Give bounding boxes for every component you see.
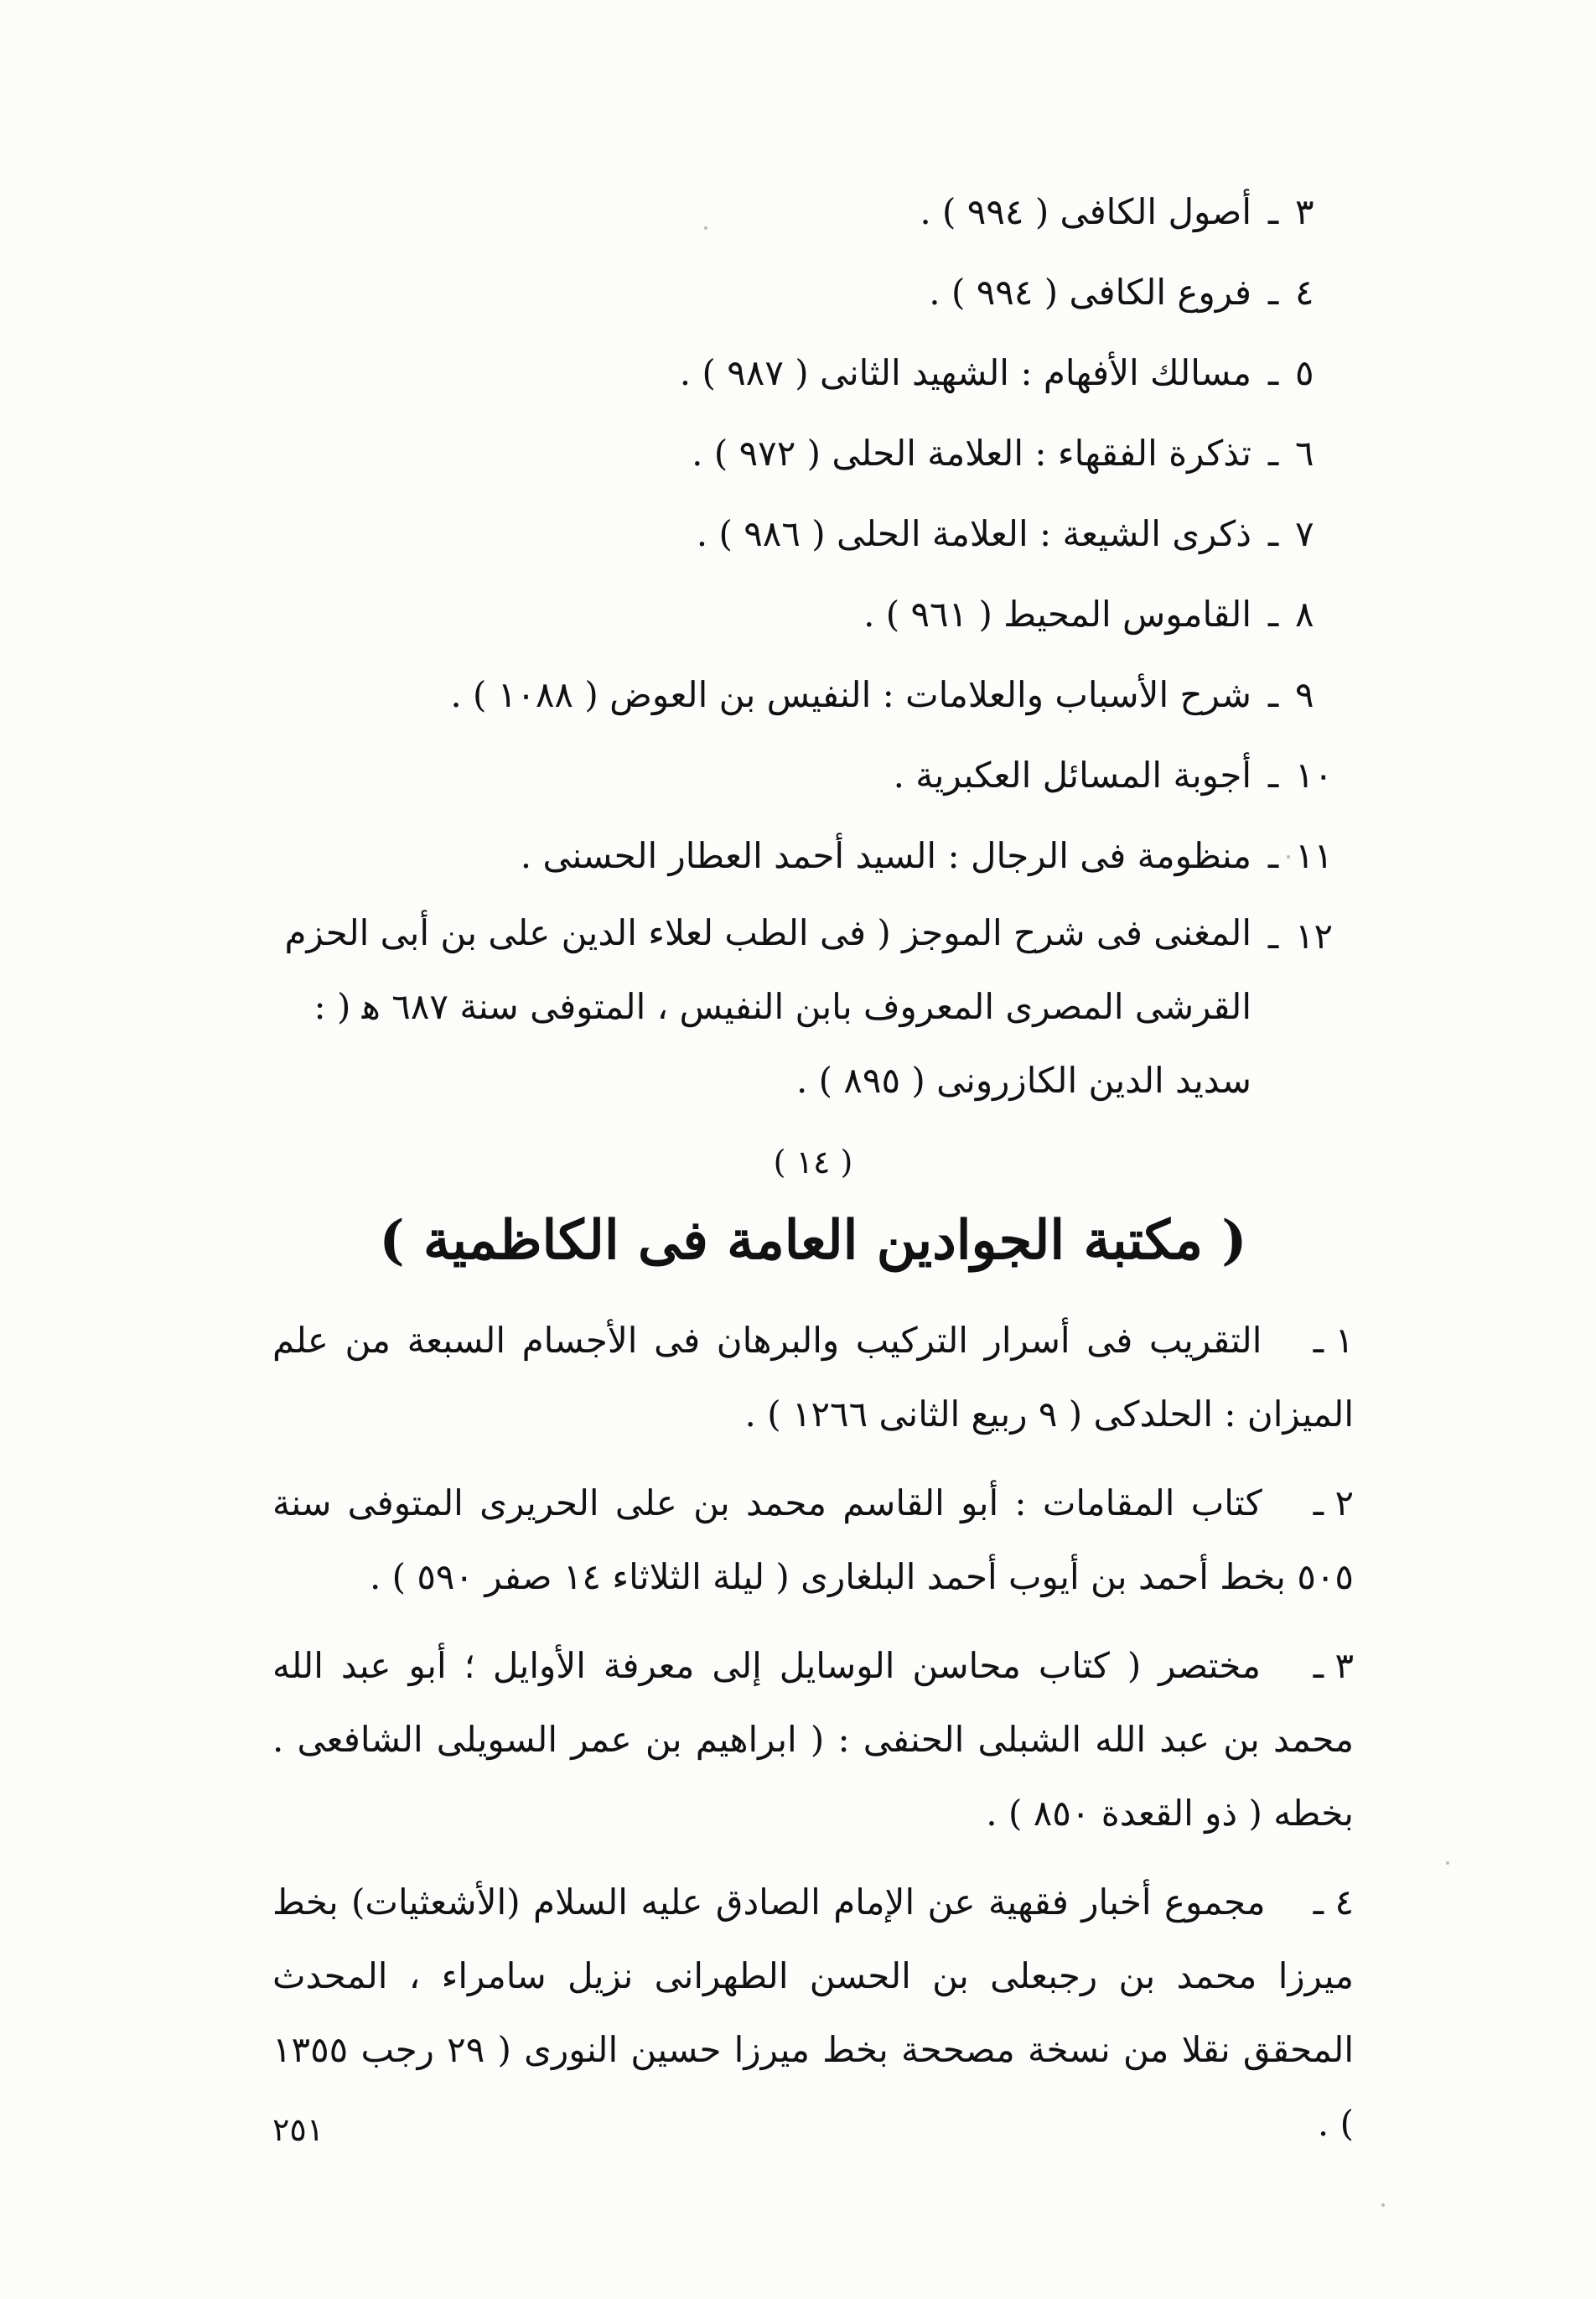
section-title: ( مكتبة الجوادين العامة فى الكاظمية ) [379,1209,1247,1272]
item-text: مسالك الأفهام : الشهيد الثانى ( ٩٨٧ ) . [679,352,1251,393]
item-dash: ـ [1267,594,1279,635]
item-number: ٨ [1295,594,1314,635]
list-item [272,413,1354,494]
list-item [272,655,1354,735]
list-item [272,172,1354,252]
item-text: تذكرة الفقهاء : العلامة الحلى ( ٩٧٢ ) . [692,433,1251,474]
item-number: ٣ ـ [1313,1645,1354,1686]
item-text: أصول الكافى ( ٩٩٤ ) . [920,191,1251,232]
list-item [272,574,1354,655]
item-text: التقريب فى أسرار التركيب والبرهان فى الأجسام السبعة من علم الميزان : الحلدكى ( ٩ ربيع الثانى ١٢٦٦ ) . [272,1320,1354,1435]
scan-speck [1381,2203,1385,2207]
item-text: مختصر ( كتاب محاسن الوسايل إلى معرفة الأوايل ؛ أبو عبد الله محمد بن عبد الله الشبلى الحنفى : ( ابراهيم بن عمر السويلى الشافعى . بخطه ( ذو القعدة ٨٥٠ ) . [272,1645,1354,1834]
item-number: ١١ [1295,835,1334,876]
section-number: ( ١٤ ) [773,1144,853,1181]
paragraph-item [272,1304,1354,1451]
list-item [272,816,1354,896]
item-text: شرح الأسباب والعلامات : النفيس بن العوض ( ١٠٨٨ ) . [450,674,1251,715]
paragraph-item [272,1629,1354,1850]
item-dash: ـ [1267,272,1279,313]
item-text: أجوبة المسائل العكبرية . [893,755,1251,796]
item-text: ذكرى الشيعة : العلامة الحلى ( ٩٨٦ ) . [696,513,1251,554]
item-dash: ـ [1267,835,1279,876]
item-dash: ـ [1267,916,1279,957]
item-number: ٦ [1295,433,1314,474]
item-number: ٢ ـ [1313,1482,1354,1523]
item-text: مجموع أخبار فقهية عن الإمام الصادق عليه السلام (الأشعثيات) بخط ميرزا محمد بن رجبعلى بن الحسن الطهرانى نزيل سامراء ، المحدث المحقق نقلا من نسخة مصححة بخط ميرزا حسين النورى ( ٢٩ رجب ١٣٥٥ ) . [272,1881,1355,2144]
list-item [272,494,1354,574]
item-dash: ـ [1267,674,1279,715]
paragraph-item [272,1866,1354,2161]
item-number: ٧ [1295,513,1314,554]
item-dash: ـ [1267,755,1279,796]
library-list-previous [272,172,1354,1118]
list-item [272,333,1354,413]
item-number: ١٠ [1295,755,1334,796]
item-text: القاموس المحيط ( ٩٦١ ) . [863,594,1251,635]
list-item [272,735,1354,816]
item-dash: ـ [1267,352,1279,393]
item-text: كتاب المقامات : أبو القاسم محمد بن على الحريرى المتوفى سنة ٥٠٥ بخط أحمد بن أيوب أحمد البلغارى ( ليلة الثلاثاء ١٤ صفر ٥٩٠ ) . [272,1482,1354,1597]
item-text: فروع الكافى ( ٩٩٤ ) . [929,272,1251,313]
list-item [272,896,1354,1118]
item-text: المغنى فى شرح الموجز ( فى الطب لعلاء الدين على بن أبى الحزم القرشى المصرى المعروف بابن النفيس ، المتوفى سنة ٦٨٧ ﻫ ( : سديد الدين الكازرونى ( ٨٩٥ ) . [284,912,1251,1101]
list-item [272,252,1354,333]
item-text: منظومة فى الرجال : السيد أحمد العطار الحسنى . [520,835,1251,876]
page-number: ٢٥١ [272,2111,324,2148]
item-number: ٤ ـ [1313,1881,1354,1923]
scan-speck [1446,1861,1449,1865]
item-dash: ـ [1267,191,1279,232]
item-number: ١ ـ [1313,1320,1354,1361]
item-number: ١٢ [1295,916,1334,957]
section-heading [272,1133,1354,1287]
item-number: ٩ [1295,674,1314,715]
item-number: ٥ [1295,352,1314,393]
page-content [272,172,1354,2176]
item-number: ٣ [1295,191,1314,232]
item-number: ٤ [1295,272,1314,313]
paragraph-item [272,1466,1354,1614]
item-dash: ـ [1267,433,1279,474]
item-dash: ـ [1267,513,1279,554]
